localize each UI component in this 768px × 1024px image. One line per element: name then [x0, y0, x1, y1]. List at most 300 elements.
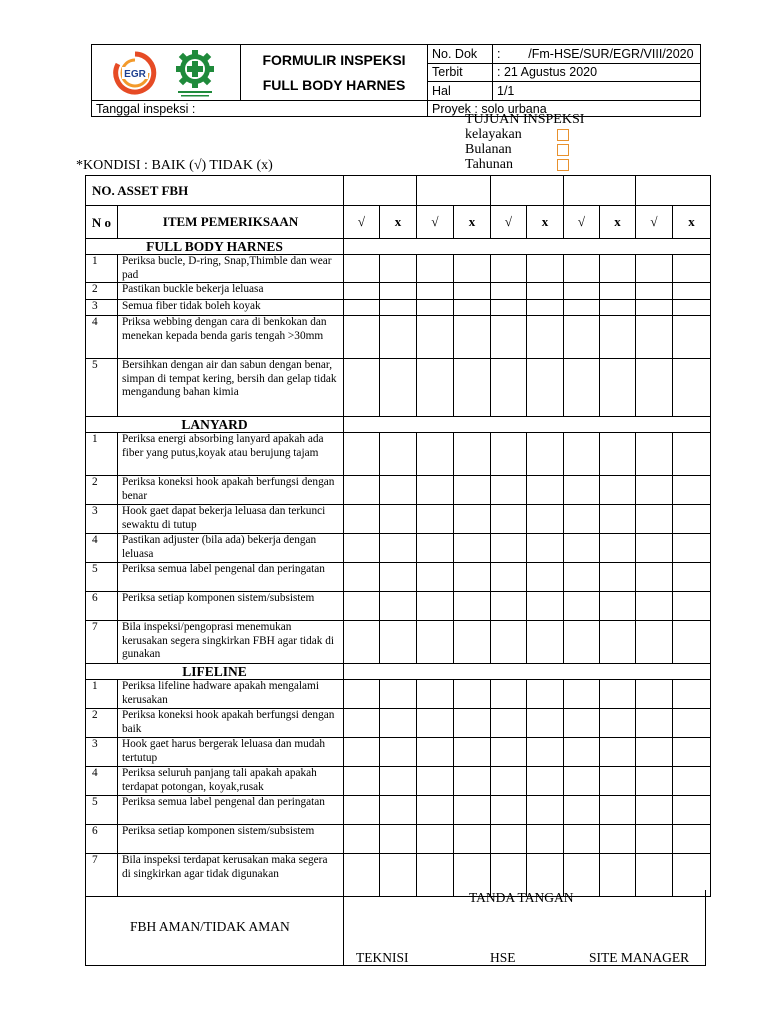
- item-number: 3: [86, 505, 118, 534]
- check-cell[interactable]: [564, 738, 600, 767]
- check-cell[interactable]: [600, 476, 636, 505]
- check-cell[interactable]: [564, 825, 600, 854]
- item-number: 6: [86, 825, 118, 854]
- check-cell[interactable]: [417, 433, 454, 476]
- ok-column-header: √: [417, 206, 454, 239]
- item-text: Periksa energi absorbing lanyard apakah ada fiber yang putus,koyak atau berujung tajam: [118, 433, 344, 476]
- item-number: 3: [86, 300, 118, 316]
- inspection-table: [85, 175, 711, 897]
- check-cell[interactable]: [600, 709, 636, 738]
- item-text: Pastikan buckle bekerja leluasa: [118, 283, 344, 300]
- item-row: [86, 476, 711, 505]
- check-cell[interactable]: [344, 592, 380, 621]
- form-title: [241, 45, 428, 101]
- check-cell[interactable]: [491, 283, 527, 300]
- column-header-row: [86, 206, 711, 239]
- item-number: 1: [86, 255, 118, 283]
- check-cell[interactable]: [636, 359, 673, 417]
- check-cell[interactable]: [454, 534, 491, 563]
- check-cell[interactable]: [417, 592, 454, 621]
- bad-column-header: x: [380, 206, 417, 239]
- check-cell[interactable]: [491, 505, 527, 534]
- asset-number-cell[interactable]: [491, 176, 564, 206]
- check-cell[interactable]: [636, 767, 673, 796]
- asset-number-cell[interactable]: [344, 176, 417, 206]
- section-blank: [344, 417, 711, 433]
- tahunan-checkbox[interactable]: [557, 159, 569, 171]
- check-cell[interactable]: [380, 300, 417, 316]
- item-number: 1: [86, 680, 118, 709]
- check-cell[interactable]: [527, 505, 564, 534]
- check-cell[interactable]: [564, 433, 600, 476]
- inspection-purpose: [465, 112, 584, 172]
- asset-number-cell[interactable]: [417, 176, 491, 206]
- item-text: Pastikan adjuster (bila ada) bekerja dengan leluasa: [118, 534, 344, 563]
- check-cell[interactable]: [636, 505, 673, 534]
- check-cell[interactable]: [636, 592, 673, 621]
- logo-text: EGR: [124, 68, 146, 80]
- check-cell[interactable]: [673, 534, 711, 563]
- check-cell[interactable]: [673, 709, 711, 738]
- section-row: [86, 664, 711, 680]
- check-cell[interactable]: [454, 283, 491, 300]
- item-text: Periksa koneksi hook apakah berfungsi dengan benar: [118, 476, 344, 505]
- item-row: [86, 709, 711, 738]
- item-row: [86, 534, 711, 563]
- check-cell[interactable]: [491, 255, 527, 283]
- check-cell[interactable]: [564, 796, 600, 825]
- item-number: 5: [86, 359, 118, 417]
- doc-no-label: No. Dok: [428, 45, 493, 64]
- check-cell[interactable]: [564, 709, 600, 738]
- check-cell[interactable]: [673, 680, 711, 709]
- check-cell[interactable]: [673, 300, 711, 316]
- check-cell[interactable]: [454, 621, 491, 664]
- doc-no-value: : /Fm-HSE/SUR/EGR/VIII/2020: [493, 45, 701, 64]
- check-cell[interactable]: [417, 621, 454, 664]
- project: Proyek : solo urbana: [428, 101, 701, 117]
- check-cell[interactable]: [454, 709, 491, 738]
- check-cell[interactable]: [673, 563, 711, 592]
- check-cell[interactable]: [527, 476, 564, 505]
- check-cell[interactable]: [673, 825, 711, 854]
- check-cell[interactable]: [600, 359, 636, 417]
- check-cell[interactable]: [380, 767, 417, 796]
- bulanan-checkbox[interactable]: [557, 144, 569, 156]
- check-cell[interactable]: [344, 283, 380, 300]
- item-text: Bila inspeksi/pengoprasi menemukan kerusakan segera singkirkan FBH agar tidak di gunakan: [118, 621, 344, 664]
- check-cell[interactable]: [454, 767, 491, 796]
- check-cell[interactable]: [417, 825, 454, 854]
- check-cell[interactable]: [600, 505, 636, 534]
- check-cell[interactable]: [344, 825, 380, 854]
- check-cell[interactable]: [564, 767, 600, 796]
- item-row: [86, 796, 711, 825]
- kelayakan-checkbox[interactable]: [557, 129, 569, 141]
- form-title-line2: FULL BODY HARNES: [262, 77, 406, 93]
- check-cell[interactable]: [491, 316, 527, 359]
- ok-column-header: √: [491, 206, 527, 239]
- check-cell[interactable]: [636, 621, 673, 664]
- check-cell[interactable]: [636, 738, 673, 767]
- check-cell[interactable]: [344, 300, 380, 316]
- check-cell[interactable]: [417, 796, 454, 825]
- check-cell[interactable]: [600, 283, 636, 300]
- signature-block: [85, 890, 706, 966]
- check-cell[interactable]: [380, 255, 417, 283]
- check-cell[interactable]: [527, 283, 564, 300]
- check-cell[interactable]: [417, 709, 454, 738]
- check-cell[interactable]: [636, 476, 673, 505]
- check-cell[interactable]: [673, 621, 711, 664]
- check-cell[interactable]: [454, 476, 491, 505]
- check-cell[interactable]: [600, 563, 636, 592]
- inspection-date: Tanggal inspeksi :: [92, 101, 428, 117]
- check-cell[interactable]: [380, 680, 417, 709]
- check-cell[interactable]: [673, 592, 711, 621]
- ok-column-header: √: [564, 206, 600, 239]
- check-cell[interactable]: [527, 255, 564, 283]
- check-cell[interactable]: [417, 767, 454, 796]
- check-cell[interactable]: [527, 592, 564, 621]
- check-cell[interactable]: [491, 680, 527, 709]
- bad-column-header: x: [673, 206, 711, 239]
- item-number: 1: [86, 433, 118, 476]
- check-cell[interactable]: [636, 825, 673, 854]
- check-cell[interactable]: [491, 300, 527, 316]
- item-number: 6: [86, 592, 118, 621]
- check-cell[interactable]: [527, 563, 564, 592]
- check-cell[interactable]: [673, 283, 711, 300]
- check-cell[interactable]: [527, 767, 564, 796]
- check-cell[interactable]: [454, 359, 491, 417]
- check-cell[interactable]: [491, 767, 527, 796]
- check-cell[interactable]: [344, 796, 380, 825]
- asset-label: NO. ASSET FBH: [86, 176, 344, 206]
- purpose-option-bulanan: [465, 142, 584, 157]
- check-cell[interactable]: [564, 316, 600, 359]
- item-number: 2: [86, 283, 118, 300]
- document-header: [91, 44, 701, 117]
- check-cell[interactable]: [344, 621, 380, 664]
- check-cell[interactable]: [600, 592, 636, 621]
- check-cell[interactable]: [380, 796, 417, 825]
- check-cell[interactable]: [344, 316, 380, 359]
- check-cell[interactable]: [380, 825, 417, 854]
- item-number: 4: [86, 316, 118, 359]
- check-cell[interactable]: [454, 738, 491, 767]
- check-cell[interactable]: [491, 738, 527, 767]
- item-text: Bersihkan dengan air dan sabun dengan benar, simpan di tempat kering, bersih dan gelap tidak mengandung bahan kimia: [118, 359, 344, 417]
- item-text: Semua fiber tidak boleh koyak: [118, 300, 344, 316]
- check-cell[interactable]: [600, 255, 636, 283]
- check-cell[interactable]: [454, 316, 491, 359]
- form-title-line1: FORMULIR INSPEKSI: [262, 52, 406, 68]
- item-text: Periksa koneksi hook apakah berfungsi dengan baik: [118, 709, 344, 738]
- check-cell[interactable]: [417, 359, 454, 417]
- check-cell[interactable]: [527, 796, 564, 825]
- page-value: 1/1: [493, 82, 701, 101]
- signer-site-manager: SITE MANAGER: [589, 950, 690, 965]
- check-cell[interactable]: [564, 255, 600, 283]
- check-cell[interactable]: [564, 476, 600, 505]
- check-cell[interactable]: [600, 534, 636, 563]
- item-row: [86, 300, 711, 316]
- check-cell[interactable]: [380, 359, 417, 417]
- item-text: Bila inspeksi terdapat kerusakan maka segera di singkirkan agar tidak digunakan: [118, 854, 344, 897]
- section-blank: [344, 664, 711, 680]
- check-cell[interactable]: [344, 680, 380, 709]
- check-cell[interactable]: [344, 738, 380, 767]
- check-cell[interactable]: [454, 433, 491, 476]
- check-cell[interactable]: [491, 796, 527, 825]
- condition-legend: *KONDISI : BAIK (√) TIDAK (x): [76, 158, 273, 173]
- check-cell[interactable]: [454, 505, 491, 534]
- item-row: [86, 283, 711, 300]
- item-row: [86, 767, 711, 796]
- check-cell[interactable]: [491, 709, 527, 738]
- check-cell[interactable]: [344, 255, 380, 283]
- check-cell[interactable]: [491, 534, 527, 563]
- check-cell[interactable]: [564, 300, 600, 316]
- purpose-option-kelayakan: [465, 127, 584, 142]
- section-row: [86, 239, 711, 255]
- check-cell[interactable]: [564, 359, 600, 417]
- option-label: Tahunan: [465, 157, 514, 172]
- check-cell[interactable]: [344, 505, 380, 534]
- check-cell[interactable]: [344, 709, 380, 738]
- section-row: [86, 417, 711, 433]
- check-cell[interactable]: [600, 621, 636, 664]
- bad-column-header: x: [527, 206, 564, 239]
- bad-column-header: x: [600, 206, 636, 239]
- logo-cell: [92, 45, 241, 101]
- issued-value: : 21 Agustus 2020: [493, 63, 701, 82]
- page-label: Hal: [428, 82, 493, 101]
- check-cell[interactable]: [636, 796, 673, 825]
- option-label: Bulanan: [465, 142, 512, 157]
- check-cell[interactable]: [380, 316, 417, 359]
- item-number: 4: [86, 534, 118, 563]
- no-header: N o: [86, 206, 118, 239]
- check-cell[interactable]: [636, 316, 673, 359]
- check-cell[interactable]: [600, 680, 636, 709]
- check-cell[interactable]: [344, 534, 380, 563]
- check-cell[interactable]: [417, 283, 454, 300]
- item-number: 7: [86, 621, 118, 664]
- check-cell[interactable]: [564, 505, 600, 534]
- check-cell[interactable]: [600, 316, 636, 359]
- section-title: FULL BODY HARNES: [86, 239, 344, 255]
- bad-column-header: x: [454, 206, 491, 239]
- check-cell[interactable]: [417, 300, 454, 316]
- item-number: 2: [86, 476, 118, 505]
- check-cell[interactable]: [527, 359, 564, 417]
- section-blank: [344, 239, 711, 255]
- check-cell[interactable]: [527, 825, 564, 854]
- check-cell[interactable]: [344, 767, 380, 796]
- check-cell[interactable]: [673, 433, 711, 476]
- item-text: Periksa setiap komponen sistem/subsistem: [118, 592, 344, 621]
- option-label: kelayakan: [465, 127, 522, 142]
- check-cell[interactable]: [491, 592, 527, 621]
- check-cell[interactable]: [417, 505, 454, 534]
- check-cell[interactable]: [454, 255, 491, 283]
- asset-number-cell[interactable]: [636, 176, 711, 206]
- check-cell[interactable]: [380, 563, 417, 592]
- item-text: Priksa webbing dengan cara di benkokan dan menekan kepada benda garis tengah >30mm: [118, 316, 344, 359]
- check-cell[interactable]: [344, 563, 380, 592]
- check-cell[interactable]: [636, 563, 673, 592]
- check-cell[interactable]: [380, 621, 417, 664]
- item-text: Periksa lifeline hadware apakah mengalami kerusakan: [118, 680, 344, 709]
- check-cell[interactable]: [673, 476, 711, 505]
- check-cell[interactable]: [380, 592, 417, 621]
- signature-title: TANDA TANGAN: [469, 890, 574, 905]
- item-row: [86, 592, 711, 621]
- item-row: [86, 825, 711, 854]
- purpose-option-tahunan: [465, 157, 584, 172]
- check-cell[interactable]: [417, 316, 454, 359]
- section-title: LANYARD: [86, 417, 344, 433]
- item-number: 4: [86, 767, 118, 796]
- check-cell[interactable]: [564, 534, 600, 563]
- check-cell[interactable]: [673, 255, 711, 283]
- check-cell[interactable]: [636, 534, 673, 563]
- item-number: 2: [86, 709, 118, 738]
- check-cell[interactable]: [636, 300, 673, 316]
- section-title: LIFELINE: [86, 664, 344, 680]
- item-text: Hook gaet harus bergerak leluasa dan mudah tertutup: [118, 738, 344, 767]
- item-text: Periksa semua label pengenal dan peringatan: [118, 563, 344, 592]
- check-cell[interactable]: [673, 767, 711, 796]
- signer-hse: HSE: [490, 950, 516, 965]
- item-row: [86, 738, 711, 767]
- check-cell[interactable]: [417, 563, 454, 592]
- check-cell[interactable]: [380, 534, 417, 563]
- check-cell[interactable]: [454, 825, 491, 854]
- item-row: [86, 255, 711, 283]
- check-cell[interactable]: [564, 592, 600, 621]
- check-cell[interactable]: [600, 825, 636, 854]
- footer-divider: [343, 890, 344, 965]
- check-cell[interactable]: [673, 796, 711, 825]
- check-cell[interactable]: [380, 505, 417, 534]
- check-cell[interactable]: [454, 592, 491, 621]
- check-cell[interactable]: [636, 709, 673, 738]
- check-cell[interactable]: [600, 300, 636, 316]
- check-cell[interactable]: [454, 680, 491, 709]
- check-cell[interactable]: [417, 476, 454, 505]
- check-cell[interactable]: [491, 359, 527, 417]
- check-cell[interactable]: [564, 621, 600, 664]
- check-cell[interactable]: [564, 563, 600, 592]
- check-cell[interactable]: [380, 283, 417, 300]
- check-cell[interactable]: [636, 680, 673, 709]
- ok-column-header: √: [344, 206, 380, 239]
- issued-label: Terbit: [428, 63, 493, 82]
- check-cell[interactable]: [564, 283, 600, 300]
- item-row: [86, 433, 711, 476]
- check-cell[interactable]: [527, 316, 564, 359]
- item-number: 7: [86, 854, 118, 897]
- check-cell[interactable]: [636, 283, 673, 300]
- check-cell[interactable]: [491, 825, 527, 854]
- check-cell[interactable]: [454, 796, 491, 825]
- check-cell[interactable]: [527, 300, 564, 316]
- check-cell[interactable]: [380, 433, 417, 476]
- check-cell[interactable]: [380, 738, 417, 767]
- purpose-title: TUJUAN INSPEKSI: [465, 112, 585, 127]
- check-cell[interactable]: [600, 433, 636, 476]
- check-cell[interactable]: [491, 476, 527, 505]
- item-text: Periksa bucle, D-ring, Snap,Thimble dan wear pad: [118, 255, 344, 283]
- check-cell[interactable]: [673, 316, 711, 359]
- check-cell[interactable]: [380, 709, 417, 738]
- check-cell[interactable]: [527, 738, 564, 767]
- check-cell[interactable]: [636, 433, 673, 476]
- signer-teknisi: TEKNISI: [356, 950, 409, 965]
- item-text: Periksa setiap komponen sistem/subsistem: [118, 825, 344, 854]
- check-cell[interactable]: [527, 680, 564, 709]
- check-cell[interactable]: [600, 796, 636, 825]
- check-cell[interactable]: [491, 621, 527, 664]
- check-cell[interactable]: [673, 738, 711, 767]
- item-number: 5: [86, 563, 118, 592]
- check-cell[interactable]: [527, 621, 564, 664]
- item-header: ITEM PEMERIKSAAN: [118, 206, 344, 239]
- check-cell[interactable]: [564, 680, 600, 709]
- check-cell[interactable]: [454, 563, 491, 592]
- check-cell[interactable]: [600, 767, 636, 796]
- item-row: [86, 563, 711, 592]
- item-number: 3: [86, 738, 118, 767]
- item-row: [86, 680, 711, 709]
- fbh-status: FBH AMAN/TIDAK AMAN: [130, 919, 290, 934]
- check-cell[interactable]: [344, 433, 380, 476]
- item-row: [86, 316, 711, 359]
- asset-row: [86, 176, 711, 206]
- check-cell[interactable]: [491, 433, 527, 476]
- check-cell[interactable]: [454, 300, 491, 316]
- item-text: Periksa seluruh panjang tali apakah apakah terdapat potongan, koyak,rusak: [118, 767, 344, 796]
- check-cell[interactable]: [417, 738, 454, 767]
- item-text: Hook gaet dapat bekerja leluasa dan terkunci sewaktu di tutup: [118, 505, 344, 534]
- check-cell[interactable]: [673, 359, 711, 417]
- item-row: [86, 505, 711, 534]
- item-number: 5: [86, 796, 118, 825]
- check-cell[interactable]: [417, 534, 454, 563]
- check-cell[interactable]: [344, 359, 380, 417]
- check-cell[interactable]: [673, 505, 711, 534]
- asset-number-cell[interactable]: [564, 176, 636, 206]
- check-cell[interactable]: [527, 433, 564, 476]
- check-cell[interactable]: [344, 476, 380, 505]
- check-cell[interactable]: [491, 563, 527, 592]
- check-cell[interactable]: [600, 738, 636, 767]
- check-cell[interactable]: [527, 709, 564, 738]
- check-cell[interactable]: [380, 476, 417, 505]
- check-cell[interactable]: [527, 534, 564, 563]
- check-cell[interactable]: [417, 680, 454, 709]
- check-cell[interactable]: [417, 255, 454, 283]
- item-row: [86, 359, 711, 417]
- item-row: [86, 621, 711, 664]
- k3-gear-logo: [170, 48, 220, 98]
- egr-logo: [112, 50, 158, 96]
- item-text: Periksa semua label pengenal dan peringatan: [118, 796, 344, 825]
- check-cell[interactable]: [636, 255, 673, 283]
